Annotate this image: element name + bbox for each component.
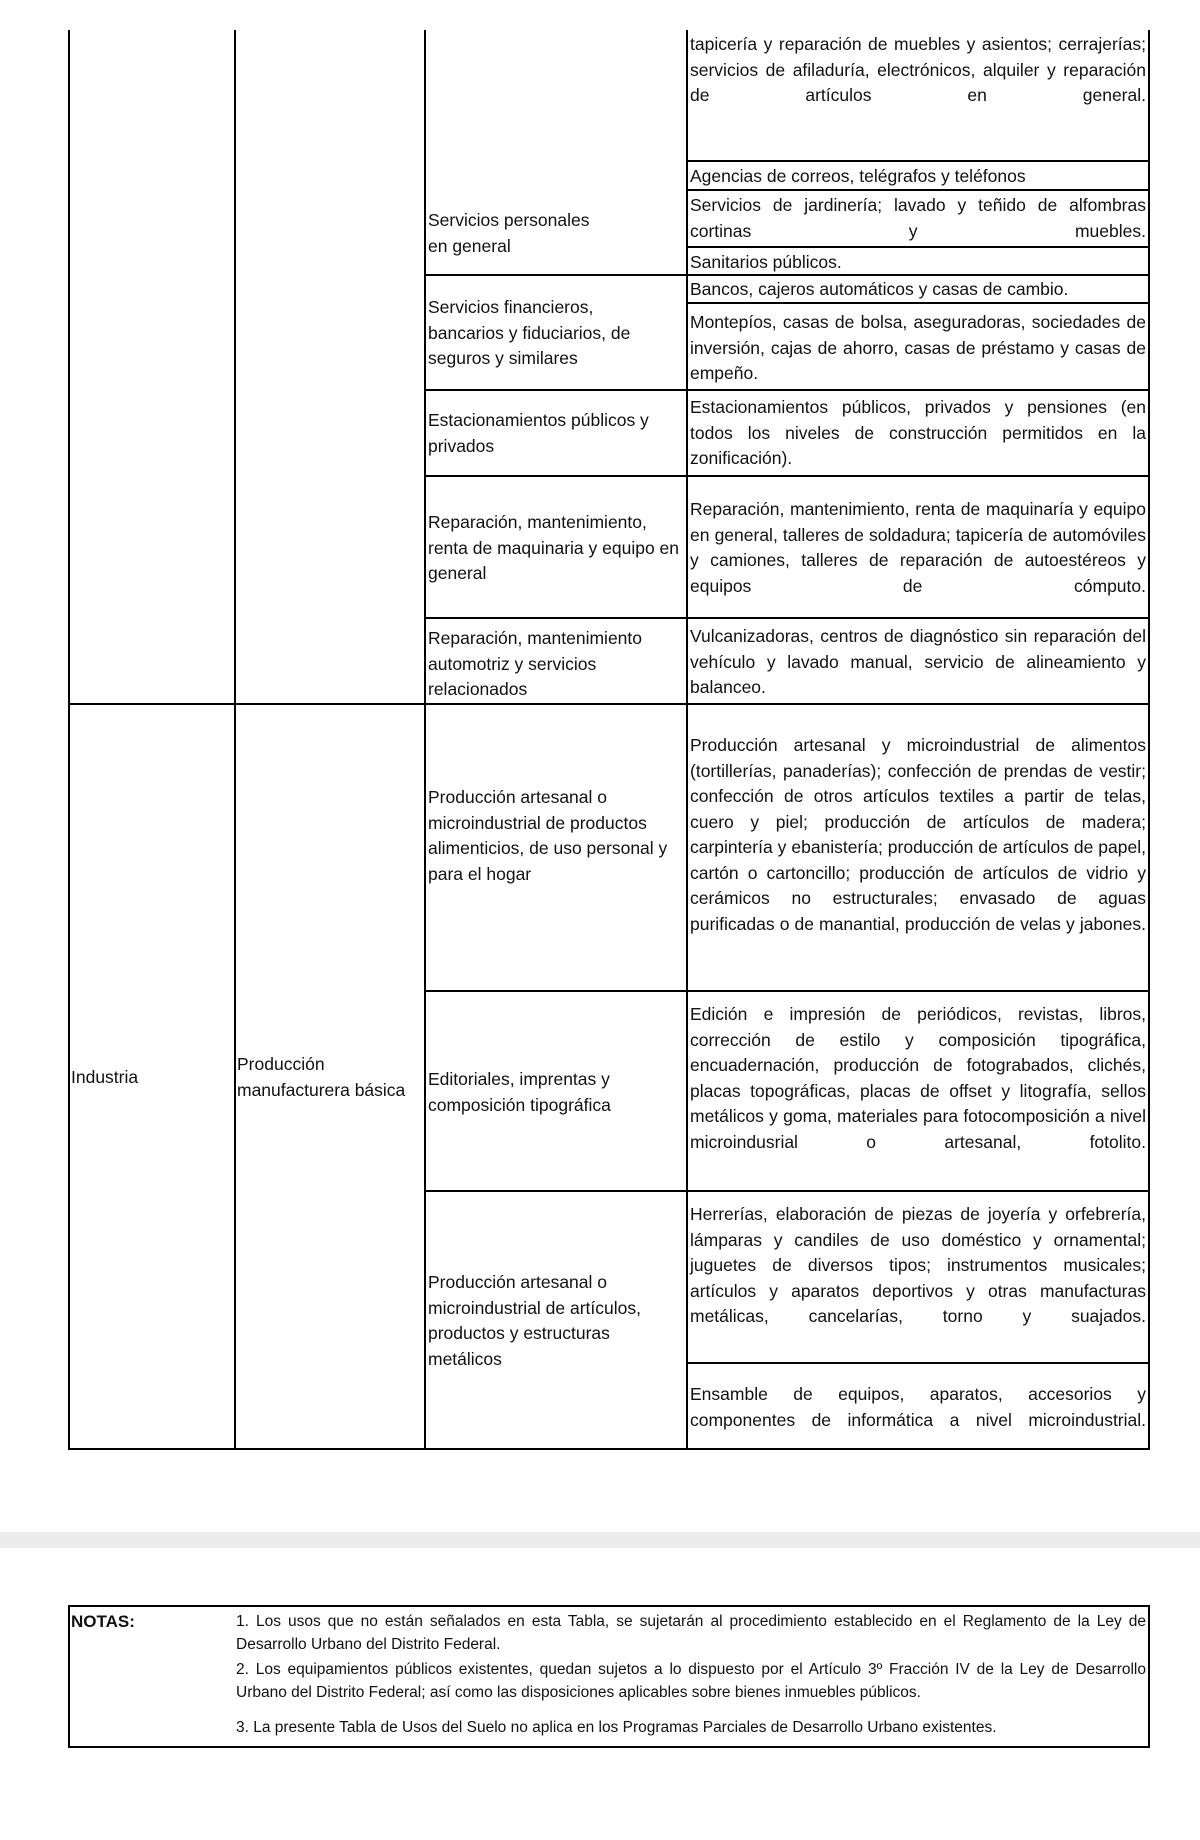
use-cell <box>690 32 1146 109</box>
use-cell <box>690 164 1146 190</box>
row-divider <box>686 1362 1150 1364</box>
use-text: Edición e impresión de periódicos, revistas, libros, corrección de estilo y composición tipográfica, encuadernación, producción de fotograbados, clichés, placas topográficas, placas de offset y litografía, sellos metálicos y goma, materiales para fotocomposición a nivel microindusrial o artesanal, fotolito. <box>690 1004 1146 1152</box>
table-col-divider <box>686 30 688 1450</box>
note-item: 1. Los usos que no están señalados en esta Tabla, se sujetarán al procedimiento establecido en el Reglamento de la Ley de Desarrollo Urbano del Distrito Federal. <box>236 1613 1146 1653</box>
page-break <box>0 1532 1200 1548</box>
sub-use-servicios-financieros: Servicios financieros, bancarios y fiduciarios, de seguros y similares <box>428 297 631 368</box>
sub-use-produccion-metalicos: Producción artesanal o microindustrial de artículos, productos y estructuras metálicos <box>428 1272 641 1369</box>
notes-border-left <box>68 1605 70 1747</box>
row-divider <box>686 246 1150 248</box>
use-text: Reparación, mantenimiento, renta de maquinaría y equipo en general, talleres de soldadura; tapicería de automóviles y camiones, talleres de reparación de autoestéreos y equipos de cómputo. <box>690 499 1146 596</box>
row-divider <box>686 160 1150 162</box>
row-divider <box>424 990 1150 992</box>
table-col-divider <box>234 30 236 1450</box>
sub-use-produccion-alimenticios: Producción artesanal o microindustrial de productos alimenticios, de uso personal y para el hogar <box>428 787 668 884</box>
row-divider <box>424 1190 1150 1192</box>
row-divider <box>424 475 1150 477</box>
row-divider <box>424 617 1150 619</box>
use-cell <box>690 395 1146 472</box>
use-cell <box>690 1202 1146 1330</box>
use-text: Montepíos, casas de bolsa, aseguradoras, sociedades de inversión, cajas de ahorro, casas de préstamo y casas de empeño. <box>690 312 1146 383</box>
table-border-left <box>68 30 70 1450</box>
table-col-divider <box>424 30 426 1450</box>
use-cell <box>690 250 1146 276</box>
note-item: 2. Los equipamientos públicos existentes, quedan sujetos a lo dispuesto por el Artículo 3º Fracción IV de la Ley de Desarrollo Urbano del Distrito Federal; así como las disposiciones aplicables sobre bienes inmuebles públicos. <box>236 1661 1146 1701</box>
use-text: Producción artesanal y microindustrial de alimentos (tortillerías, panaderías); confección de prendas de vestir; confección de otros artículos textiles a partir de telas, cuero y piel; producción de artículos de madera; carpintería y ebanistería; producción de artículos de papel, cartón o cartoncillo; producción de artículos de vidrio y cerámicos no estructurales; envasado de aguas purificadas o de manantial, producción de velas y jabones. <box>690 735 1146 934</box>
use-cell <box>690 193 1146 244</box>
use-cell <box>690 1382 1146 1433</box>
section-divider <box>68 703 1150 705</box>
use-text: Vulcanizadoras, centros de diagnóstico sin reparación del vehículo y lavado manual, servicio de alineamiento y balanceo. <box>690 626 1146 697</box>
use-cell <box>690 1002 1146 1155</box>
sub-use-reparacion-maquinaria: Reparación, mantenimiento, renta de maquinaria y equipo en general <box>428 512 680 583</box>
use-cell <box>690 733 1146 937</box>
sub-use-editoriales: Editoriales, imprentas y composición tipográfica <box>428 1069 611 1115</box>
use-text: Estacionamientos públicos, privados y pensiones (en todos los niveles de construcción permitidos en la zonificación). <box>690 397 1146 468</box>
use-text: tapicería y reparación de muebles y asientos; cerrajerías; servicios de afiladuría, electrónicos, alquiler y reparación de artículos en general. <box>690 34 1146 105</box>
use-cell <box>690 277 1146 303</box>
subcategory-produccion-manufacturera: Producción manufacturera básica <box>237 1054 406 1100</box>
note-item: 3. La presente Tabla de Usos del Suelo no aplica en los Programas Parciales de Desarrollo Urbano existentes. <box>236 1719 997 1736</box>
use-text: Herrerías, elaboración de piezas de joyería y orfebrería, lámparas y candiles de uso doméstico y ornamental; juguetes de diversos tipos; instrumentos musicales; artículos y aparatos deportivos y otras manufacturas metálicas, cancelarías, torno y suajados. <box>690 1204 1146 1326</box>
use-cell <box>690 310 1146 387</box>
table-border-right <box>1148 30 1150 1450</box>
use-text: Ensamble de equipos, aparatos, accesorios y componentes de informática a nivel microindustrial. <box>690 1384 1146 1430</box>
notes-border-bottom <box>68 1746 1150 1748</box>
use-text: Servicios de jardinería; lavado y teñido de alfombras cortinas y muebles. <box>690 195 1146 241</box>
notes-border-right <box>1148 1605 1150 1747</box>
sub-use-estacionamientos: Estacionamientos públicos y privados <box>428 410 649 456</box>
row-divider <box>424 389 1150 391</box>
use-text: Bancos, cajeros automáticos y casas de cambio. <box>690 279 1069 299</box>
use-cell <box>690 497 1146 599</box>
notes-title: NOTAS: <box>71 1612 135 1631</box>
notes-border-top <box>68 1605 1150 1607</box>
table-border-bottom <box>68 1448 1150 1450</box>
category-industria: Industria <box>71 1067 139 1087</box>
sub-use-servicios-personales: Servicios personales en general <box>428 210 590 256</box>
use-text: Sanitarios públicos. <box>690 252 842 272</box>
use-text: Agencias de correos, telégrafos y teléfonos <box>690 166 1026 186</box>
sub-use-reparacion-automotriz: Reparación, mantenimiento automotriz y servicios relacionados <box>428 628 643 699</box>
use-cell <box>690 624 1146 701</box>
